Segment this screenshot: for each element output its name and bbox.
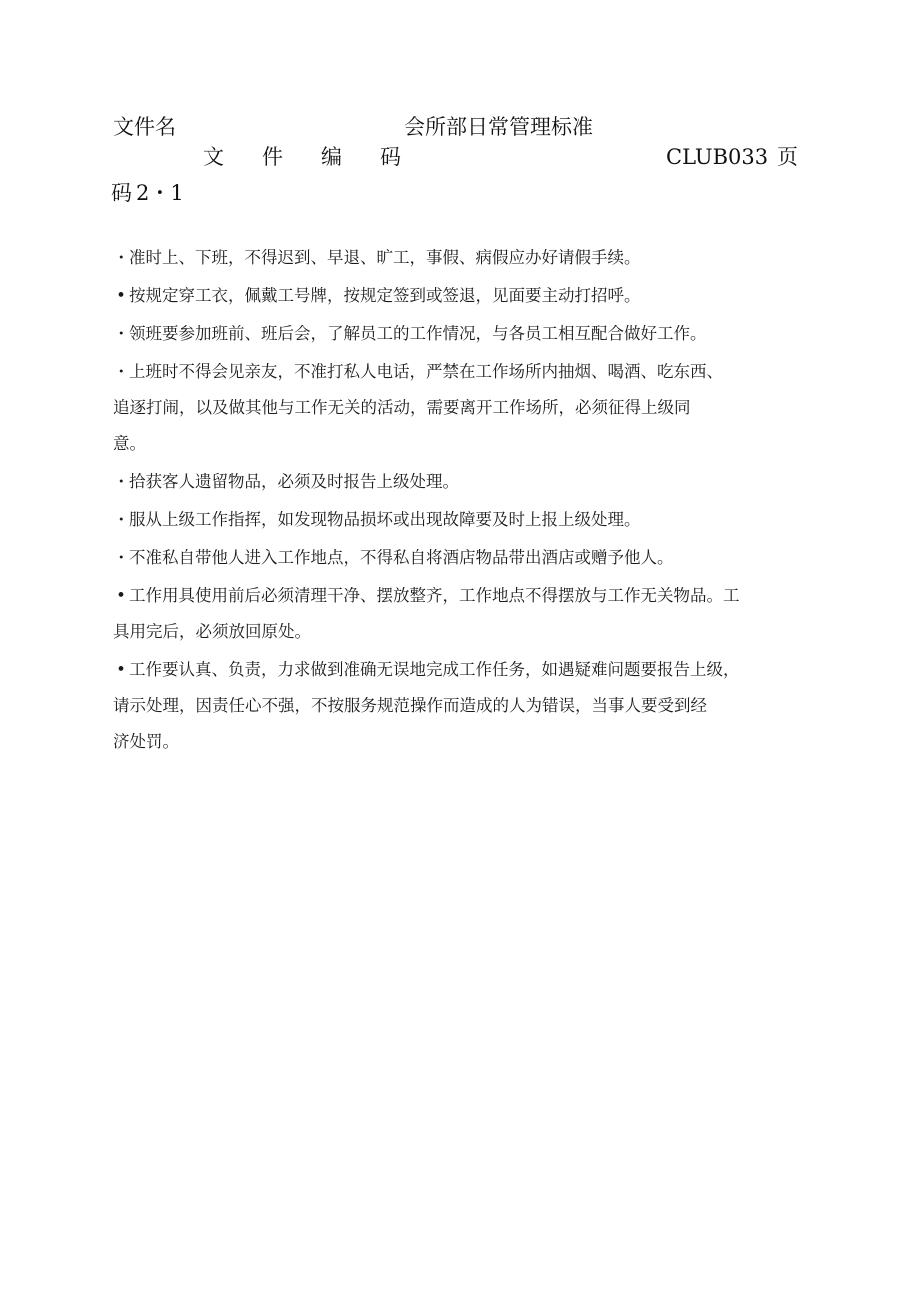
rule-text: 不准私自带他人进入工作地点，不得私自将酒店物品带出酒店或赠予他人。 <box>129 548 674 567</box>
file-name-value: 会所部日常管理标准 <box>404 115 593 139</box>
rule-text: 拾获客人遗留物品，必须及时报告上级处理。 <box>129 472 459 491</box>
rule-text: 领班要参加班前、班后会，了解员工的工作情况，与各员工相互配合做好工作。 <box>129 324 707 343</box>
bullet-mark: ・ <box>113 324 130 343</box>
page-number-value: 2・1 <box>136 181 184 205</box>
rule-item <box>113 540 803 576</box>
file-code-label-char: 码 <box>380 145 401 169</box>
rule-text: 准时上、下班，不得迟到、早退、旷工，事假、病假应办好请假手续。 <box>129 248 641 267</box>
file-code-label-char: 件 <box>262 145 283 169</box>
file-name-label: 文件名 <box>113 115 176 139</box>
bullet-mark: ・ <box>113 248 130 267</box>
rule-item <box>113 652 803 760</box>
rule-item <box>113 502 803 538</box>
rule-text: 追逐打闹，以及做其他与工作无关的活动，需要离开工作场所，必须征得上级同 <box>113 398 691 417</box>
rule-text: 按规定穿工衣，佩戴工号牌，按规定签到或签退，见面要主动打招呼。 <box>129 286 641 305</box>
rule-item <box>113 316 803 352</box>
rule-text: 工作要认真、负责，力求做到准确无误地完成工作任务，如遇疑难问题要报告上级， <box>129 660 740 679</box>
file-code-label <box>203 144 401 170</box>
bullet-mark: ・ <box>113 548 130 567</box>
bullet-mark: • <box>116 286 126 305</box>
rule-text: 上班时不得会见亲友，不准打私人电话，严禁在工作场所内抽烟、喝酒、吃东西、 <box>129 362 723 381</box>
rule-item <box>113 578 803 650</box>
page-label-start: 页 <box>777 145 798 169</box>
rule-text: 意。 <box>113 434 146 453</box>
bullet-mark: ・ <box>113 510 130 529</box>
bullet-mark: • <box>116 586 126 605</box>
rule-item <box>113 240 803 276</box>
rule-item <box>113 278 803 314</box>
bullet-mark: • <box>116 660 126 679</box>
rule-text: 济处罚。 <box>113 732 179 751</box>
rule-text: 具用完后，必须放回原处。 <box>113 622 311 641</box>
rule-text: 服从上级工作指挥，如发现物品损坏或出现故障要及时上报上级处理。 <box>129 510 641 529</box>
rule-item <box>113 464 803 500</box>
bullet-mark: ・ <box>113 472 130 491</box>
bullet-mark: ・ <box>113 362 130 381</box>
rules-list <box>113 240 803 762</box>
page-label-end: 码 <box>111 181 132 205</box>
file-code-value: CLUB033 <box>666 145 769 169</box>
rule-item <box>113 354 803 462</box>
file-code-label-char: 文 <box>203 145 224 169</box>
file-code-label-char: 编 <box>321 145 342 169</box>
rule-text: 工作用具使用前后必须清理干净、摆放整齐，工作地点不得摆放与工作无关物品。工 <box>129 586 740 605</box>
rule-text: 请示处理，因责任心不强，不按服务规范操作而造成的人为错误，当事人要受到经 <box>113 696 707 715</box>
